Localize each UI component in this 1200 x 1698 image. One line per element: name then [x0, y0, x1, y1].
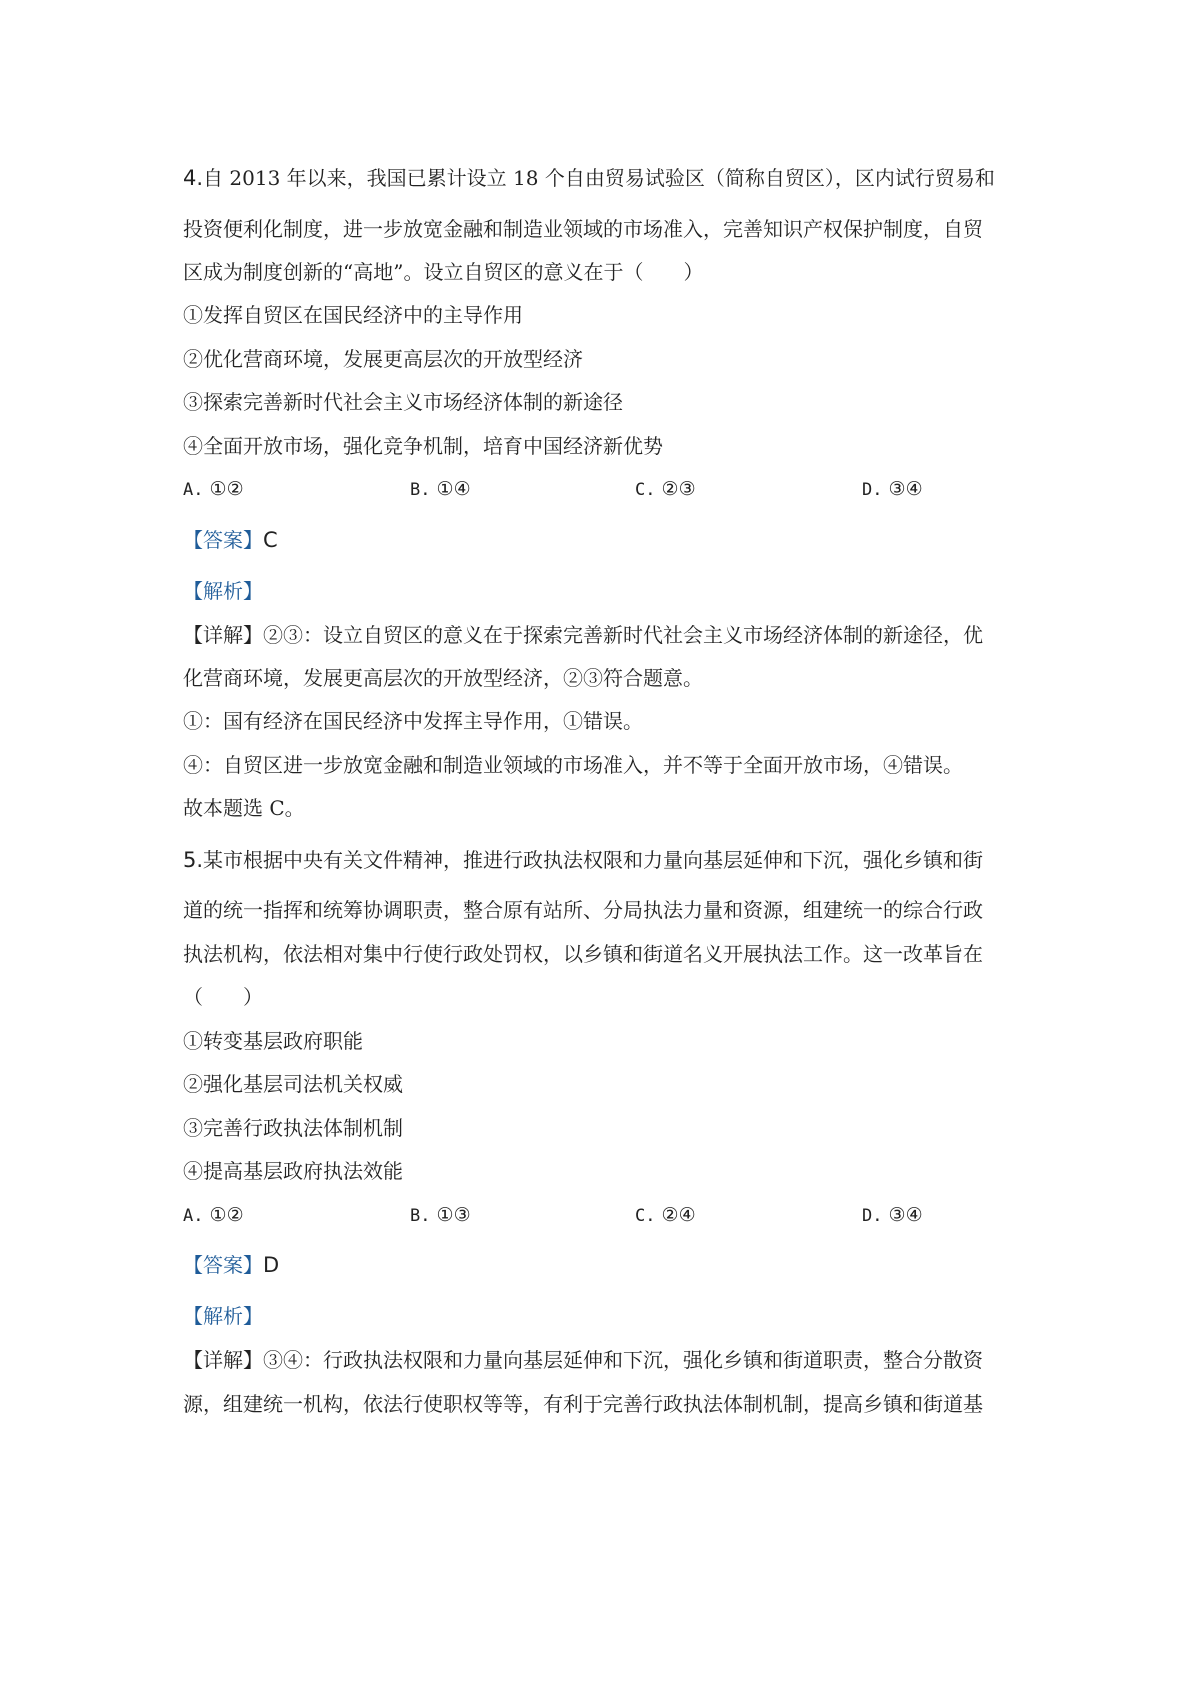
answer-label: 【答案】: [183, 1253, 263, 1277]
q5-number: 5.: [183, 848, 204, 872]
q5-stem-line-4: （ ）: [183, 985, 263, 1009]
q5-statement-2: ②强化基层司法机关权威: [183, 1072, 403, 1096]
q4-detail-line-1: 【详解】②③：设立自贸区的意义在于探索完善新时代社会主义市场经济体制的新途径，优: [183, 623, 983, 647]
q4-option-a: A. ①②: [183, 478, 244, 500]
document-page: [183, 0, 1043, 1698]
q5-detail-line-1: 【详解】③④：行政执法权限和力量向基层延伸和下沉，强化乡镇和街道职责，整合分散资: [183, 1348, 983, 1372]
q4-option-d: D. ③④: [862, 478, 923, 500]
q4-number: 4.: [183, 166, 204, 190]
q5-stem-line-1: 5.某市根据中央有关文件精神，推进行政执法权限和力量向基层延伸和下沉，强化乡镇和街: [183, 848, 984, 872]
q5-statement-4: ④提高基层政府执法效能: [183, 1159, 403, 1183]
answer-value: C: [263, 528, 278, 552]
q4-detail-line-3: ①：国有经济在国民经济中发挥主导作用，①错误。: [183, 709, 643, 733]
q5-answer: [183, 1251, 279, 1279]
q5-statement-3: ③完善行政执法体制机制: [183, 1116, 403, 1140]
q4-detail-line-4: ④：自贸区进一步放宽金融和制造业领域的市场准入，并不等于全面开放市场，④错误。: [183, 753, 963, 777]
q4-statement-1: ①发挥自贸区在国民经济中的主导作用: [183, 303, 523, 327]
q5-option-d: D. ③④: [862, 1204, 923, 1226]
q4-option-c: C. ②③: [635, 478, 696, 500]
q5-option-a: A. ①②: [183, 1204, 244, 1226]
q4-detail-line-2: 化营商环境，发展更高层次的开放型经济，②③符合题意。: [183, 666, 703, 690]
answer-label: 【答案】: [183, 528, 263, 552]
q5-option-b: B. ①③: [410, 1204, 471, 1226]
q4-stem-line-3: 区成为制度创新的“高地”。设立自贸区的意义在于（ ）: [183, 260, 704, 284]
q4-stem-line-1: 4.自 2013 年以来，我国已累计设立 18 个自由贸易试验区（简称自贸区），区内试行贸易和: [183, 166, 995, 190]
q5-analysis-label: 【解析】: [183, 1304, 263, 1328]
q5-detail-line-2: 源，组建统一机构，依法行使职权等等，有利于完善行政执法体制机制，提高乡镇和街道基: [183, 1392, 983, 1416]
q4-detail-line-5: 故本题选 C。: [183, 796, 305, 820]
q4-statement-3: ③探索完善新时代社会主义市场经济体制的新途径: [183, 390, 623, 414]
q5-stem-line-3: 执法机构，依法相对集中行使行政处罚权，以乡镇和街道名义开展执法工作。这一改革旨在: [183, 942, 983, 966]
q4-analysis-label: 【解析】: [183, 579, 263, 603]
q4-answer: [183, 526, 278, 554]
q5-stem-line-2: 道的统一指挥和统筹协调职责，整合原有站所、分局执法力量和资源，组建统一的综合行政: [183, 898, 983, 922]
q5-option-c: C. ②④: [635, 1204, 696, 1226]
q4-option-b: B. ①④: [410, 478, 471, 500]
q4-statement-4: ④全面开放市场，强化竞争机制，培育中国经济新优势: [183, 434, 663, 458]
answer-value: D: [263, 1253, 280, 1277]
q4-statement-2: ②优化营商环境，发展更高层次的开放型经济: [183, 347, 583, 371]
q5-statement-1: ①转变基层政府职能: [183, 1029, 363, 1053]
q4-stem-line-2: 投资便利化制度，进一步放宽金融和制造业领域的市场准入，完善知识产权保护制度，自贸: [183, 217, 983, 241]
